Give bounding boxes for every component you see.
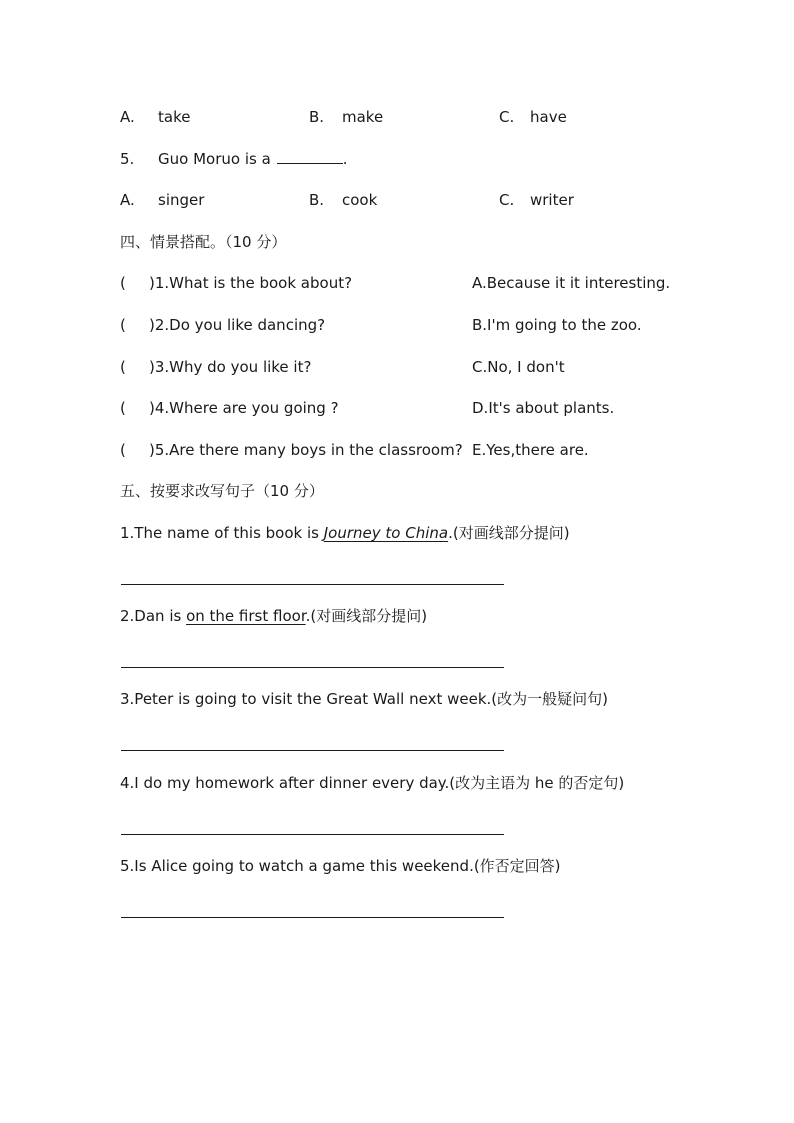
match-paren-2[interactable]: ( bbox=[120, 316, 126, 334]
underlined-phrase: on the first floor bbox=[186, 607, 306, 625]
match-answer-e: E.Yes,there are. bbox=[472, 441, 589, 459]
q5-option-a-label: A. bbox=[120, 191, 135, 209]
q4-option-c-label: C. bbox=[499, 108, 515, 126]
rewrite-item-3: 3.Peter is going to visit the Great Wall next week.(改为一般疑问句) bbox=[120, 690, 608, 708]
match-answer-a: A.Because it it interesting. bbox=[472, 274, 671, 292]
q4-option-a: take bbox=[158, 108, 191, 126]
q4-option-c: have bbox=[530, 108, 567, 126]
match-paren-4[interactable]: ( bbox=[120, 399, 126, 417]
match-answer-d: D.It's about plants. bbox=[472, 399, 615, 417]
rewrite-item-1 bbox=[120, 523, 570, 543]
match-question-5: )5.Are there many boys in the classroom? bbox=[149, 441, 463, 459]
q5-option-a: singer bbox=[158, 191, 205, 209]
q4-option-b-label: B. bbox=[309, 108, 325, 126]
rewrite-item-2-pre: 2.Dan is bbox=[120, 607, 187, 625]
rewrite-item-1-pre: 1.The name of this book is bbox=[120, 524, 324, 542]
rewrite-item-5: 5.Is Alice going to watch a game this weekend.(作否定回答) bbox=[120, 857, 561, 875]
q5-option-b: cook bbox=[342, 191, 378, 209]
answer-line-1[interactable] bbox=[121, 584, 504, 585]
answer-line-4[interactable] bbox=[121, 834, 504, 835]
match-paren-5[interactable]: ( bbox=[120, 441, 126, 459]
match-paren-3[interactable]: ( bbox=[120, 358, 126, 376]
match-question-2: )2.Do you like dancing? bbox=[149, 316, 326, 334]
q4-option-b: make bbox=[342, 108, 384, 126]
rewrite-item-2 bbox=[120, 606, 427, 626]
match-answer-b: B.I'm going to the zoo. bbox=[472, 316, 642, 334]
q5-stem-end: . bbox=[342, 150, 348, 168]
answer-line-2[interactable] bbox=[121, 667, 504, 668]
match-question-4: )4.Where are you going ? bbox=[149, 399, 339, 417]
rewrite-item-2-post: .(对画线部分提问) bbox=[305, 607, 428, 625]
answer-line-3[interactable] bbox=[121, 750, 504, 751]
answer-blank[interactable] bbox=[277, 149, 343, 164]
match-question-3: )3.Why do you like it? bbox=[149, 358, 312, 376]
answer-line-5[interactable] bbox=[121, 917, 504, 918]
underlined-phrase: Journey to China bbox=[323, 524, 449, 542]
q5-stem-text: Guo Moruo is a bbox=[158, 150, 271, 168]
q5-option-c: writer bbox=[530, 191, 574, 209]
q5-stem bbox=[158, 149, 348, 169]
q4-option-a-label: A. bbox=[120, 108, 135, 126]
section4-heading: 四、情景搭配。（10 分） bbox=[120, 233, 287, 251]
match-paren-1[interactable]: ( bbox=[120, 274, 126, 292]
rewrite-item-4: 4.I do my homework after dinner every day.(改为主语为 he 的否定句) bbox=[120, 774, 625, 792]
section5-heading: 五、按要求改写句子（10 分） bbox=[120, 482, 324, 500]
q5-option-b-label: B. bbox=[309, 191, 325, 209]
q5-option-c-label: C. bbox=[499, 191, 515, 209]
match-answer-c: C.No, I don't bbox=[472, 358, 565, 376]
q5-number: 5. bbox=[120, 150, 135, 168]
match-question-1: )1.What is the book about? bbox=[149, 274, 353, 292]
rewrite-item-1-post: .(对画线部分提问) bbox=[448, 524, 570, 542]
